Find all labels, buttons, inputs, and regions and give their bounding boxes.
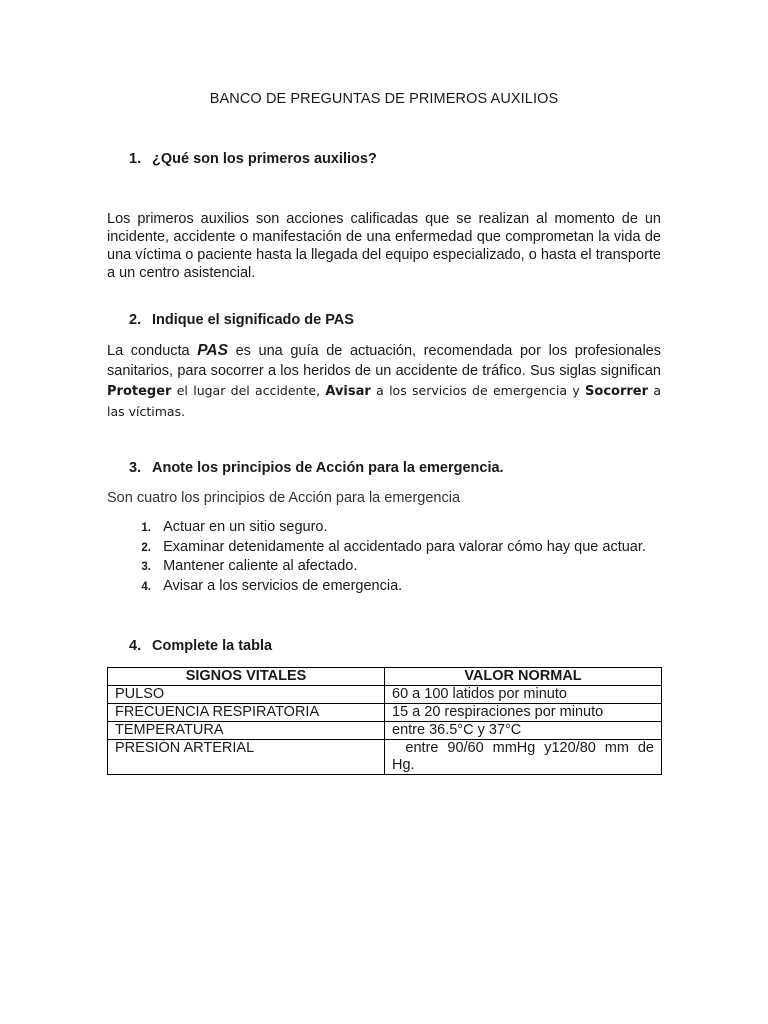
proteger-term: Proteger: [107, 384, 172, 399]
table-cell: PRESIÓN ARTERIAL: [108, 740, 385, 775]
list-item-text: Actuar en un sitio seguro.: [163, 519, 328, 535]
list-item: [107, 577, 646, 597]
answer-2: [107, 341, 661, 422]
list-item-text: Examinar detenidamente al accidentado para valorar cómo hay que actuar.: [163, 538, 646, 555]
question-1-text: ¿Qué son los primeros auxilios?: [152, 151, 377, 167]
answer-2-text: a las víctimas.: [107, 383, 661, 419]
answer-3-intro: Son cuatro los principios de Acción para la emergencia: [107, 490, 461, 506]
list-item-number: 1.: [141, 522, 151, 534]
question-3: [129, 460, 504, 476]
document-title: BANCO DE PREGUNTAS DE PRIMEROS AUXILIOS: [209, 91, 559, 107]
question-1-number: 1.: [129, 151, 142, 167]
table-cell: 15 a 20 respiraciones por minuto: [385, 704, 662, 722]
table-cell: TEMPERATURA: [108, 722, 385, 740]
list-item: [107, 518, 646, 538]
vital-signs-table: [107, 667, 662, 775]
answer-2-text: La conducta: [107, 343, 198, 359]
pas-term: PAS: [197, 342, 228, 359]
question-2-text: Indique el significado de PAS: [152, 312, 354, 328]
column-header: SIGNOS VITALES: [108, 668, 385, 686]
list-item-text: Mantener caliente al afectado.: [163, 558, 358, 574]
table-row: [108, 740, 662, 775]
avisar-term: Avisar: [325, 384, 371, 399]
table-cell: FRECUENCIA RESPIRATORIA: [108, 704, 385, 722]
table-cell: entre 90/60 mmHg y120/80 mm de Hg.: [385, 740, 662, 775]
answer-2-text: a los servicios de emergencia y: [370, 383, 586, 398]
question-4-number: 4.: [129, 638, 142, 654]
principles-list: [107, 518, 646, 596]
table-cell: entre 36.5°C y 37°C: [385, 722, 662, 740]
table-row: [108, 722, 662, 740]
question-3-number: 3.: [129, 460, 142, 476]
table-cell: PULSO: [108, 686, 385, 704]
table-row: [108, 686, 662, 704]
list-item: [107, 557, 646, 577]
answer-2-text: es una guía de actuación, recomendada por los profesionales sanitarios, para socorrer a los heridos de un accidente de tráfico. Sus siglas significan: [107, 343, 661, 379]
list-item-number: 3.: [141, 561, 151, 573]
question-4-text: Complete la tabla: [152, 638, 273, 654]
socorrer-term: Socorrer: [585, 384, 649, 399]
question-4: [129, 638, 272, 654]
list-item-text: Avisar a los servicios de emergencia.: [163, 577, 403, 594]
list-item-number: 2.: [141, 541, 151, 554]
list-item: [107, 538, 646, 558]
table-cell: 60 a 100 latidos por minuto: [385, 686, 662, 704]
list-item-number: 4.: [141, 580, 151, 593]
question-1: [129, 151, 377, 167]
table-row: [108, 704, 662, 722]
question-2-number: 2.: [129, 312, 142, 328]
question-2: [129, 312, 354, 328]
table-header-row: [108, 668, 662, 686]
answer-2-text: el lugar del accidente,: [171, 383, 326, 398]
question-3-text: Anote los principios de Acción para la emergencia.: [152, 460, 504, 476]
answer-1: Los primeros auxilios son acciones calificadas que se realizan al momento de un incidente, accidente o manifestación de una enfermedad que comprometan la vida de una víctima o paciente hasta la llegada del equipo especializado, o hasta el transporte a un centro asistencial.: [107, 211, 661, 281]
column-header: VALOR NORMAL: [385, 668, 662, 686]
